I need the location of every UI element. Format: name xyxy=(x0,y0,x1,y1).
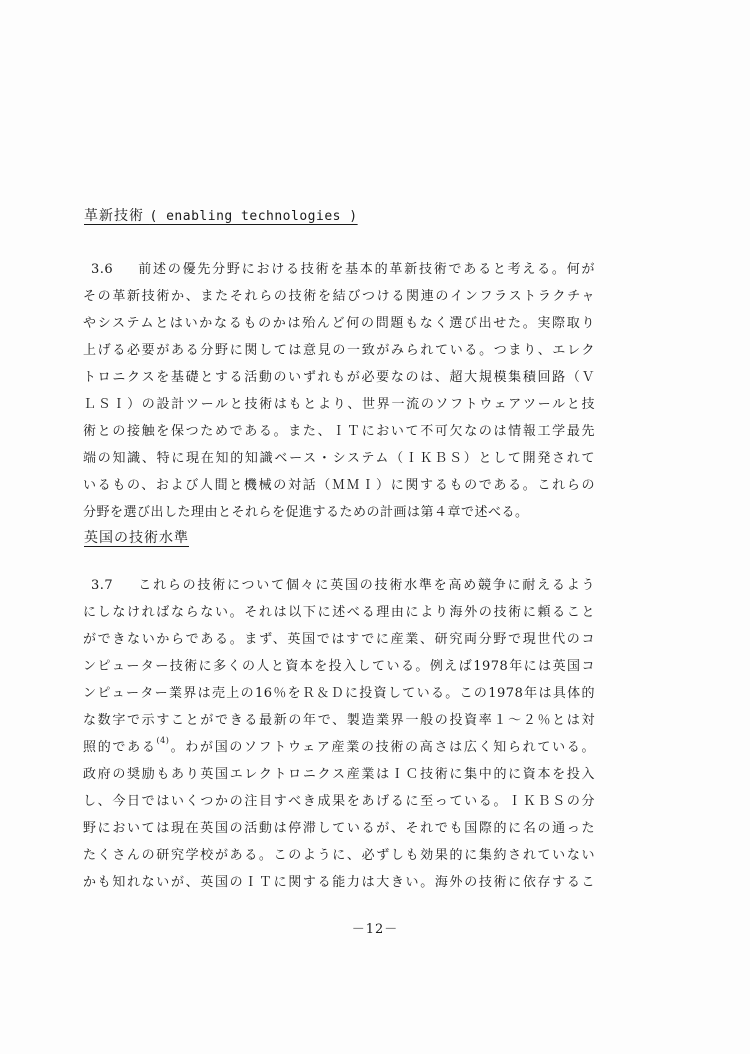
paragraph-line: いるもの、および人間と機械の対話（ＭＭＩ）に関するものである。これらの xyxy=(83,478,595,493)
paragraph-line: 端の知識、特に現在知的知識ベース・システム（ＩＫＢＳ）として開発されて xyxy=(83,451,595,466)
paragraph-3-6 xyxy=(83,256,595,526)
paragraph-line: 分野を選び出した理由とそれらを促進するための計画は第４章で述べる。 xyxy=(83,505,529,520)
paragraph-line: 野においては現在英国の活動は停滞しているが、それでも国際的に名の通った xyxy=(83,821,595,836)
section-heading-uk-technology-level xyxy=(84,527,189,547)
paragraph-line: トロニクスを基礎とする活動のいずれもが必要なのは、超大規模集積回路（Ｖ xyxy=(83,370,595,385)
paragraph-line: その革新技術か、またそれらの技術を結びつける関連のインフラストラクチャ xyxy=(83,289,595,304)
paragraph-line: やシステムとはいかなるものかは殆んど何の問題もなく選び出せた。実際取り xyxy=(83,316,595,331)
paragraph-line: ンピューター業界は売上の16％をＲ＆Ｄに投資している。この1978年は具体的 xyxy=(83,686,595,701)
paragraph-line: 3.7 これらの技術について個々に英国の技術水準を高め競争に耐えるよう xyxy=(83,572,595,599)
paragraph-line: ンピューター技術に多くの人と資本を投入している。例えば1978年には英国コ xyxy=(83,659,595,674)
paragraph-line: ＬＳＩ）の設計ツールと技術はもとより、世界一流のソフトウェアツールと技 xyxy=(83,397,595,412)
paragraph-line: ができないからである。まず、英国ではすでに産業、研究両分野で現世代のコ xyxy=(83,632,595,647)
paragraph-line: 3.6 前述の優先分野における技術を基本的革新技術であると考える。何が xyxy=(83,256,595,283)
section-heading-enabling-technologies xyxy=(84,205,358,225)
paragraph-line: 術との接触を保つためである。また、ＩＴにおいて不可欠なのは情報工学最先 xyxy=(83,424,595,439)
heading-japanese: 英国の技術水準 xyxy=(84,530,189,546)
paragraph-line: な数字で示すことができる最新の年で、製造業界一般の投資率１～２％とは対 xyxy=(83,713,595,728)
paragraph-line: し、今日ではいくつかの注目すべき成果をあげるに至っている。ＩＫＢＳの分 xyxy=(83,794,595,809)
paragraph-line: 照的である$^{(4)}$。わが国のソフトウェア産業の技術の高さは広く知られている。 xyxy=(83,736,595,755)
paragraph-line: たくさんの研究学校がある。このように、必ずしも効果的に集約されていない xyxy=(83,848,595,863)
heading-english: ( enabling technologies ) xyxy=(149,209,358,224)
paragraph-line: にしなければならない。それは以下に述べる理由により海外の技術に頼ること xyxy=(83,605,595,620)
paragraph-line: 政府の奨励もあり英国エレクトロニクス産業はＩＣ技術に集中的に資本を投入 xyxy=(83,767,595,782)
section-number: 3.6 xyxy=(91,262,114,277)
page-number: －12－ xyxy=(351,922,399,937)
paragraph-3-7 xyxy=(83,572,595,896)
footnote-reference: (4) xyxy=(156,736,170,745)
paragraph-line: かも知れないが、英国のＩＴに関する能力は大きい。海外の技術に依存するこ xyxy=(83,875,595,890)
paragraph-line: 上げる必要がある分野に関しては意見の一致がみられている。つまり、エレク xyxy=(83,343,595,358)
heading-japanese: 革新技術 xyxy=(84,208,144,224)
section-number: 3.7 xyxy=(91,578,114,593)
